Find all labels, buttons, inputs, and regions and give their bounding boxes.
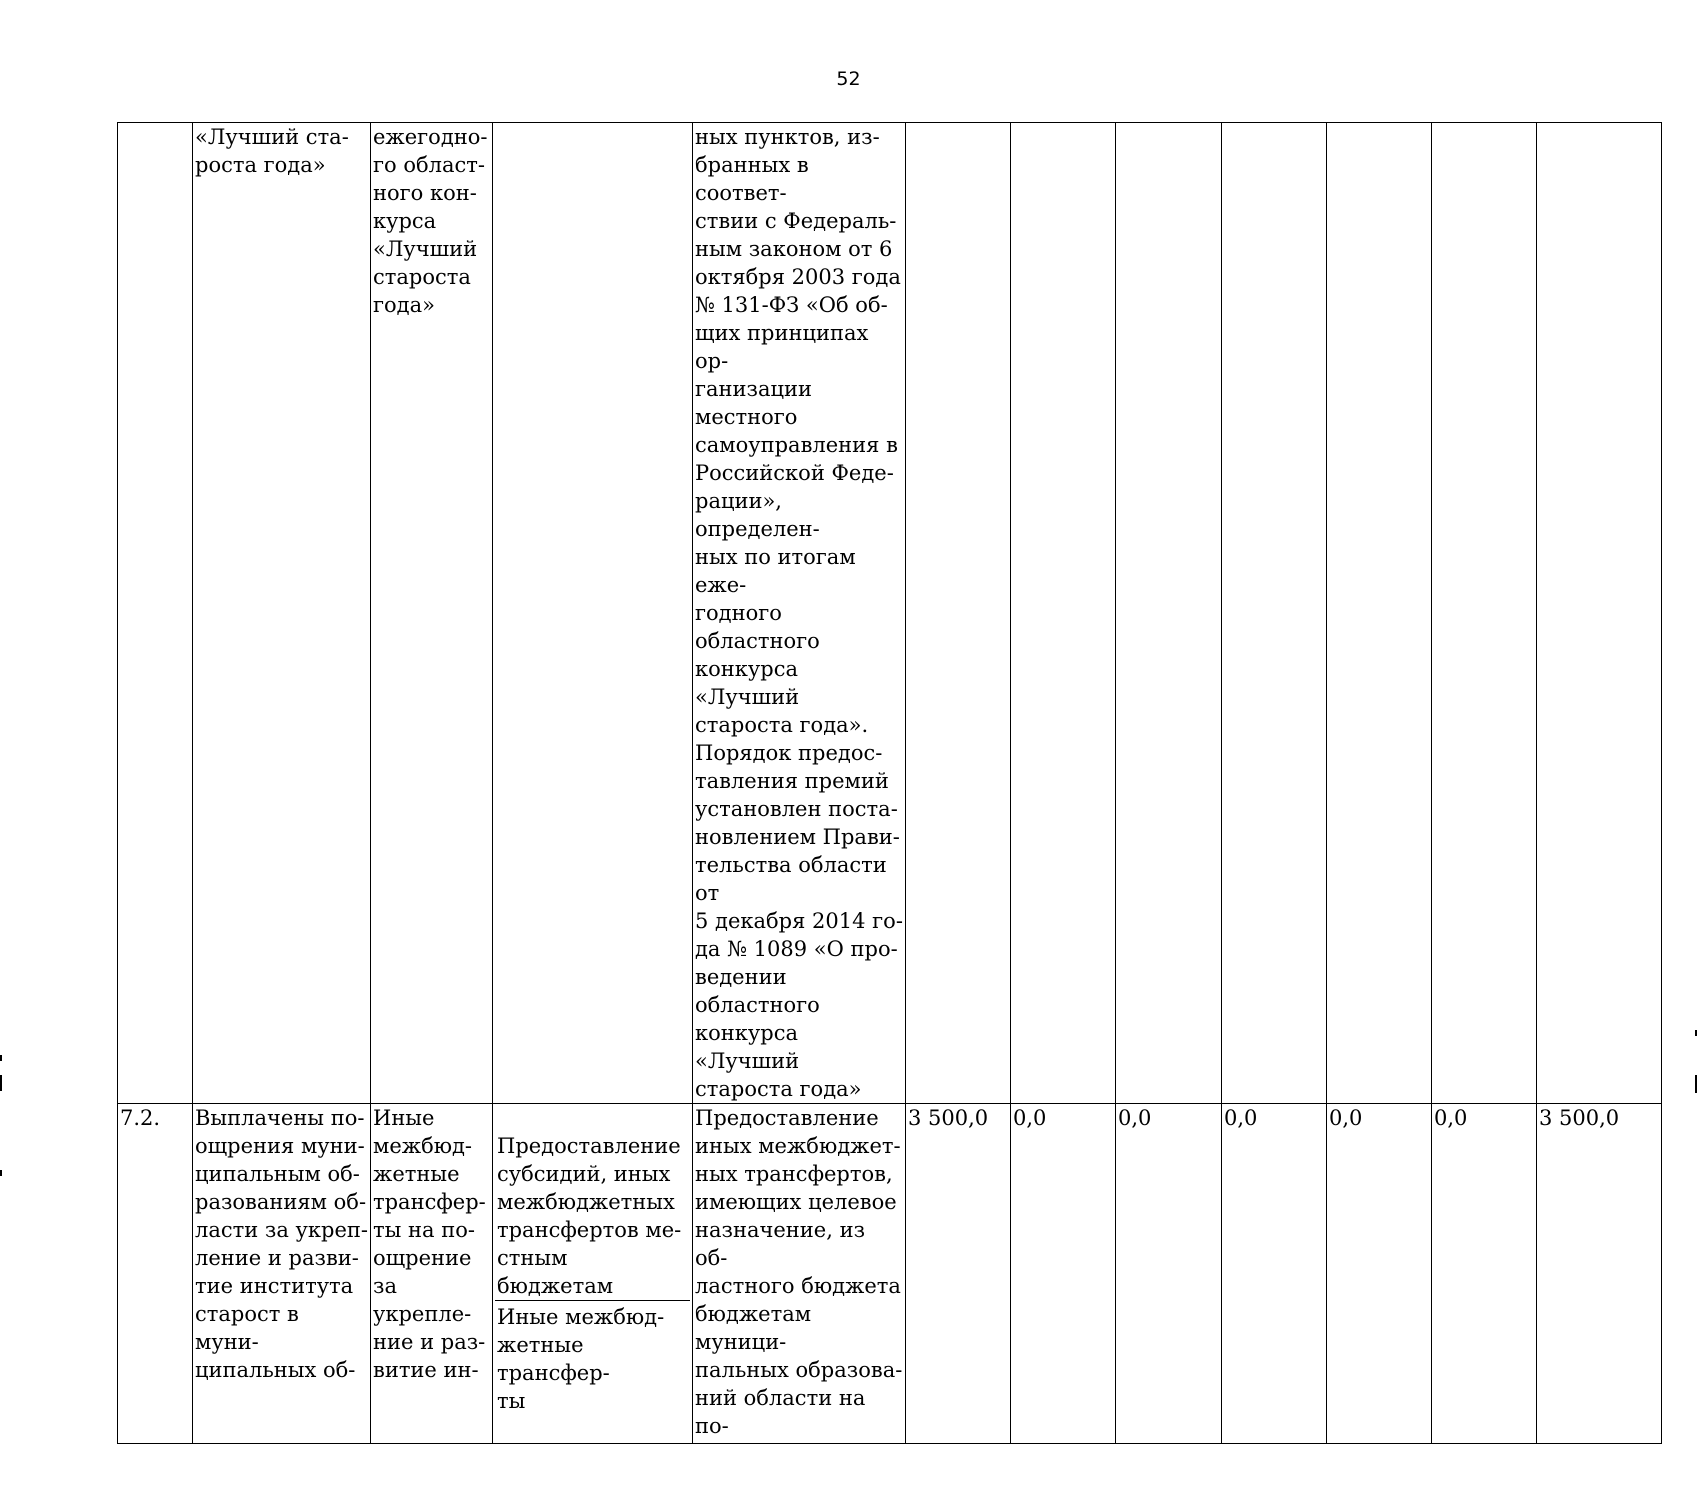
cell-value: 0,0 <box>1222 1104 1327 1444</box>
cell-result: «Лучший ста- роста года» <box>193 123 371 1104</box>
cell-value <box>1537 123 1662 1104</box>
cell-value <box>1327 123 1432 1104</box>
cell-value <box>1432 123 1537 1104</box>
cell-value <box>1222 123 1327 1104</box>
scan-edge-mark-left-mid <box>0 1075 2 1091</box>
program-activities-table <box>117 122 1662 1444</box>
cell-expense-type: Иные межбюд- жетные трансфер- ты на по- ощрение за укрепле- ние и раз- витие ин- <box>371 1104 493 1444</box>
table-row-continuation <box>118 123 1662 1104</box>
cell-value: 0,0 <box>1011 1104 1116 1444</box>
cell-value: 0,0 <box>1116 1104 1222 1444</box>
cell-budget-code <box>493 123 693 1104</box>
cell-number: 7.2. <box>118 1104 193 1444</box>
budget-code-group: Предоставление субсидий, иных межбюджетных трансфертов ме- стным бюджетам <box>495 1132 690 1301</box>
scan-edge-mark-left-top <box>0 1055 2 1061</box>
cell-value-total: 3 500,0 <box>906 1104 1011 1444</box>
cell-description: ных пунктов, из- бранных в соответ- ствии с Федераль- ным законом от 6 октября 2003 года № 131-ФЗ «Об об- щих принципах ор- ганизации местного самоуправления в Российской Феде- рации», определен- ных по итогам еже- годного областного конкурса «Лучший староста года». Порядок предос- тавления премий установлен поста- новлением Прави- тельства области от 5 декабря 2014 го- да № 1089 «О про- ведении областного конкурса «Лучший староста года» <box>693 123 906 1104</box>
cell-number <box>118 123 193 1104</box>
cell-value <box>1011 123 1116 1104</box>
cell-budget-code <box>493 1104 693 1444</box>
cell-value: 0,0 <box>1327 1104 1432 1444</box>
cell-value-sum: 3 500,0 <box>1537 1104 1662 1444</box>
cell-result: Выплачены по- ощрения муни- ципальным об- разованиям об- ласти за укреп- ление и разви- тие института старост в муни- ципальных об- <box>193 1104 371 1444</box>
scan-edge-mark-left-bottom <box>0 1170 2 1176</box>
page-number: 52 <box>836 68 861 90</box>
cell-expense-type: ежегодно- го област- ного кон- курса «Лучший староста года» <box>371 123 493 1104</box>
table-row-7-2 <box>118 1104 1662 1444</box>
cell-value <box>1116 123 1222 1104</box>
cell-value <box>906 123 1011 1104</box>
cell-description: Предоставление иных межбюджет- ных трансфертов, имеющих целевое назначение, из об- ластного бюджета бюджетам муници- пальных образова- ний области на по- <box>693 1104 906 1444</box>
budget-code-subgroup: Иные межбюд- жетные трансфер- ты <box>497 1305 665 1413</box>
cell-value: 0,0 <box>1432 1104 1537 1444</box>
